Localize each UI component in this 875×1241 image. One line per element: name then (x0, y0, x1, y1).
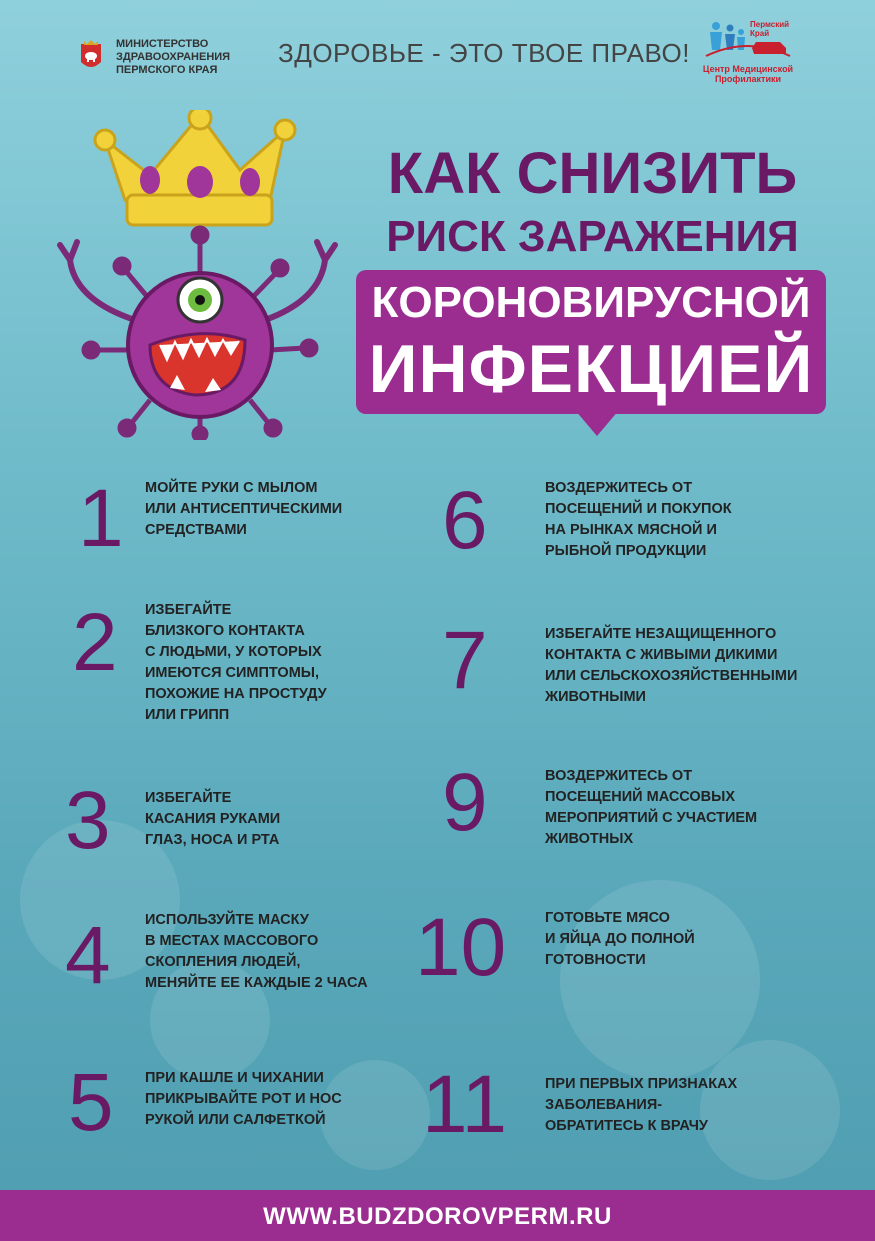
headline-line-4: ИНФЕКЦИЕЙ (368, 331, 814, 407)
tip-number: 5 (68, 1057, 114, 1148)
tip-number: 4 (65, 910, 111, 1001)
tip-number: 3 (65, 775, 111, 866)
tip-text: ИЗБЕГАЙТЕ НЕЗАЩИЩЕННОГО КОНТАКТА С ЖИВЫМИ ДИКИМИ ИЛИ СЕЛЬСКОХОЗЯЙСТВЕННЫМИ ЖИВОТНЫМИ (545, 626, 798, 705)
banner-pointer (575, 410, 619, 436)
tip-number: 1 (78, 473, 124, 564)
header (0, 0, 875, 100)
perm-coat-of-arms-icon (78, 40, 104, 72)
tip-text: ПРИ КАШЛЕ И ЧИХАНИИ ПРИКРЫВАЙТЕ РОТ И НОС РУКОЙ ИЛИ САЛФЕТКОЙ (145, 1070, 342, 1128)
website-link[interactable]: WWW.BUDZDOROVPERM.RU (263, 1203, 612, 1230)
tip-text: ГОТОВЬТЕ МЯСО И ЯЙЦА ДО ПОЛНОЙ ГОТОВНОСТИ (545, 910, 695, 968)
tip-number: 6 (442, 475, 488, 566)
tip-text: МОЙТЕ РУКИ С МЫЛОМ ИЛИ АНТИСЕПТИЧЕСКИМИ СРЕДСТВАМИ (145, 480, 343, 538)
tip-number: 10 (415, 902, 507, 993)
tip-number: 2 (72, 597, 118, 688)
slogan: ЗДОРОВЬЕ - ЭТО ТВОЕ ПРАВО! (278, 38, 690, 68)
crown-icon (95, 110, 295, 225)
tip-number: 7 (442, 615, 488, 706)
tip-text: ВОЗДЕРЖИТЕСЬ ОТ ПОСЕЩЕНИЙ МАССОВЫХ МЕРОПРИЯТИЙ С УЧАСТИЕМ ЖИВОТНЫХ (545, 768, 758, 847)
cmp-name: Центр Медицинской Профилактики (702, 64, 794, 84)
tip-number: 9 (442, 757, 488, 848)
tip-text: ИЗБЕГАЙТЕ КАСАНИЯ РУКАМИ ГЛАЗ, НОСА И РТА (145, 790, 281, 848)
headline-line-2: РИСК ЗАРАЖЕНИЯ (386, 212, 799, 261)
tip-text: ИЗБЕГАЙТЕ БЛИЗКОГО КОНТАКТА С ЛЮДЬМИ, У КОТОРЫХ ИМЕЮТСЯ СИМПТОМЫ, ПОХОЖИЕ НА ПРОСТУДУ ИЛИ ГРИПП (145, 602, 327, 723)
tip-number: 11 (422, 1059, 508, 1150)
cmp-region-label: Пермский Край (750, 20, 790, 38)
tip-text: ВОЗДЕРЖИТЕСЬ ОТ ПОСЕЩЕНИЙ И ПОКУПОК НА РЫНКАХ МЯСНОЙ И РЫБНОЙ ПРОДУКЦИИ (545, 480, 732, 559)
tip-text: ИСПОЛЬЗУЙТЕ МАСКУ В МЕСТАХ МАССОВОГО СКОПЛЕНИЯ ЛЮДЕЙ, МЕНЯЙТЕ ЕЕ КАЖДЫЕ 2 ЧАСА (145, 912, 368, 991)
virus-mascot-illustration (55, 110, 345, 440)
ministry-name: МИНИСТЕРСТВО ЗДРАВООХРАНЕНИЯ ПЕРМСКОГО КРАЯ (116, 38, 231, 76)
headline-line-3: КОРОНОВИРУСНОЙ (371, 278, 811, 327)
tip-text: ПРИ ПЕРВЫХ ПРИЗНАКАХ ЗАБОЛЕВАНИЯ- ОБРАТИТЕСЬ К ВРАЧУ (545, 1076, 738, 1134)
headline-line-1: КАК СНИЗИТЬ (387, 141, 798, 206)
